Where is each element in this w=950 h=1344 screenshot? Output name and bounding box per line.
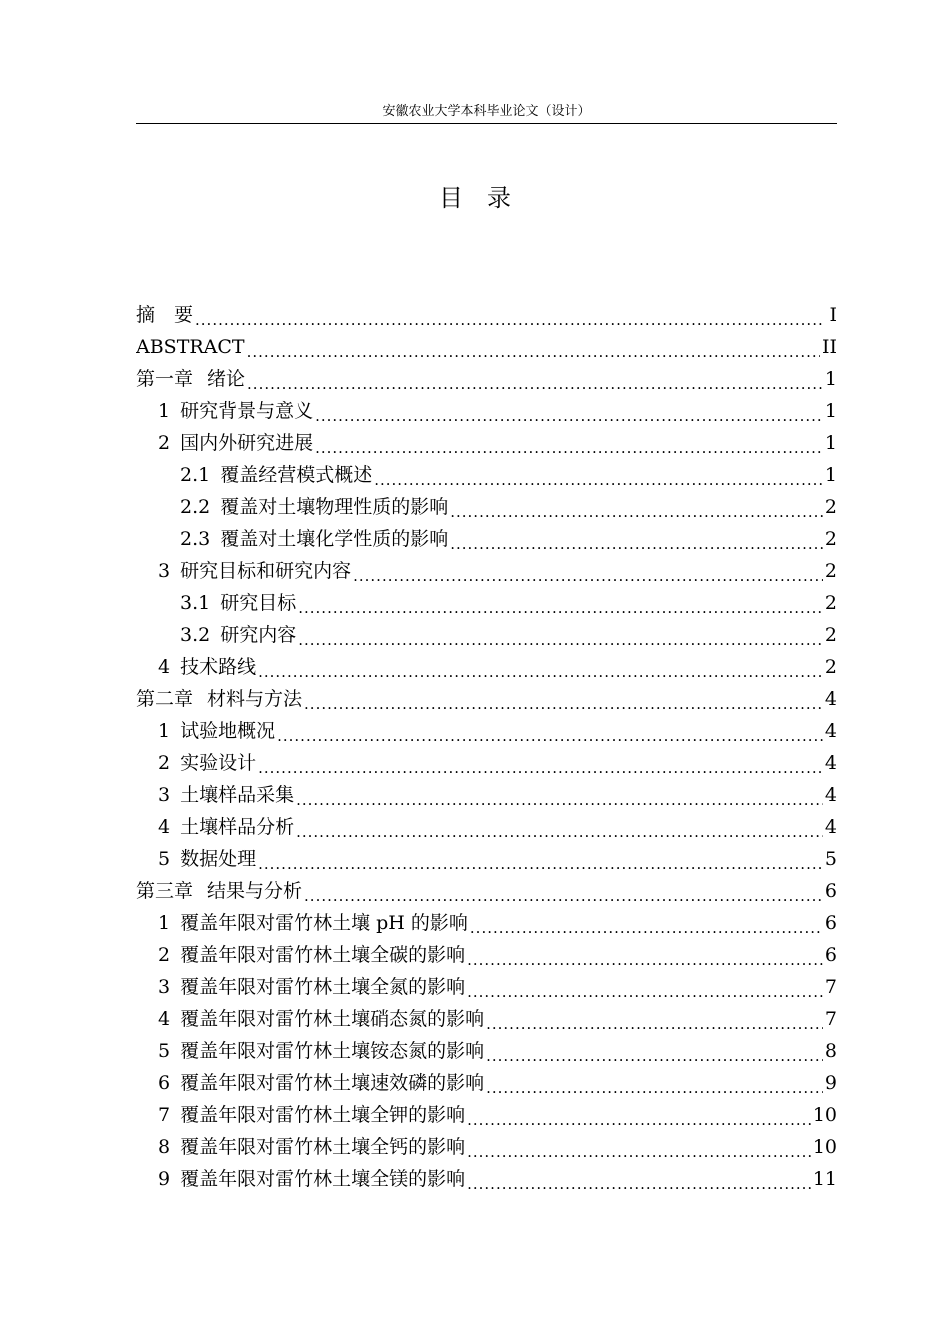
toc-leader-dots xyxy=(467,949,823,971)
toc-entry-number: 3 xyxy=(158,976,171,998)
toc-entry-number: 2.3 xyxy=(180,528,211,550)
toc-entry-page: 7 xyxy=(824,976,837,998)
toc-entry-number: 7 xyxy=(158,1104,171,1126)
toc-leader-dots xyxy=(296,821,823,843)
toc-leader-dots xyxy=(467,1141,811,1163)
toc-entry-number: 1 xyxy=(158,912,171,934)
toc-leader-dots xyxy=(486,1013,823,1035)
toc-entry-page: 4 xyxy=(824,784,837,806)
toc-leader-dots xyxy=(315,437,823,459)
toc-entry-page: 1 xyxy=(824,432,837,454)
toc-entry-page: 5 xyxy=(824,848,837,870)
toc-entry[interactable] xyxy=(136,811,837,843)
toc-entry-label: 覆盖对土壤物理性质的影响 xyxy=(220,496,449,518)
toc-entry-page: 2 xyxy=(824,592,837,614)
toc-entry[interactable] xyxy=(136,523,837,555)
toc-entry-number: 3 xyxy=(158,784,171,806)
toc-entry-label: 覆盖年限对雷竹林土壤硝态氮的影响 xyxy=(180,1008,485,1030)
toc-entry-page: 4 xyxy=(824,816,837,838)
toc-entry[interactable] xyxy=(136,1003,837,1035)
toc-entry-label: 覆盖对土壤化学性质的影响 xyxy=(220,528,449,550)
table-of-contents xyxy=(136,299,837,1195)
toc-entry[interactable] xyxy=(136,971,837,1003)
toc-entry-label: 绪论 xyxy=(207,368,246,390)
toc-entry-number: 2 xyxy=(158,432,171,454)
toc-entry[interactable] xyxy=(136,907,837,939)
toc-entry[interactable] xyxy=(136,459,837,491)
toc-entry-label: 材料与方法 xyxy=(207,688,303,710)
toc-entry-page: 7 xyxy=(824,1008,837,1030)
toc-leader-dots xyxy=(258,853,823,875)
toc-leader-dots xyxy=(247,373,823,395)
toc-entry-page: Ⅰ xyxy=(829,304,837,326)
toc-entry[interactable] xyxy=(136,331,837,363)
toc-entry-number: 4 xyxy=(158,656,171,678)
toc-entry-page: 6 xyxy=(824,880,837,902)
toc-entry-number: 2.2 xyxy=(180,496,211,518)
toc-entry-number: 9 xyxy=(158,1168,171,1190)
toc-entry-label: 覆盖年限对雷竹林土壤全碳的影响 xyxy=(180,944,466,966)
toc-entry-page: 1 xyxy=(824,400,837,422)
toc-entry[interactable] xyxy=(136,715,837,747)
toc-entry-page: 4 xyxy=(824,752,837,774)
toc-entry[interactable] xyxy=(136,1131,837,1163)
toc-leader-dots xyxy=(374,469,823,491)
toc-entry-page: 8 xyxy=(824,1040,837,1062)
toc-entry-page: 4 xyxy=(824,688,837,710)
toc-entry-label: 覆盖年限对雷竹林土壤铵态氮的影响 xyxy=(180,1040,485,1062)
toc-leader-dots xyxy=(486,1077,823,1099)
toc-entry-number: 第三章 xyxy=(136,880,194,902)
toc-entry-page: ⅠⅠ xyxy=(821,336,837,358)
toc-entry[interactable] xyxy=(136,683,837,715)
toc-entry-label: 覆盖年限对雷竹林土壤全镁的影响 xyxy=(180,1168,466,1190)
toc-entry-label: 覆盖年限对雷竹林土壤全钙的影响 xyxy=(180,1136,466,1158)
toc-entry-page: 11 xyxy=(812,1168,837,1190)
toc-entry-number: 1 xyxy=(158,720,171,742)
toc-entry-label: 实验设计 xyxy=(180,752,257,774)
toc-entry-label: 覆盖年限对雷竹林土壤全氮的影响 xyxy=(180,976,466,998)
toc-leader-dots xyxy=(315,405,823,427)
running-header: 安徽农业大学本科毕业论文（设计） xyxy=(382,104,591,119)
toc-entry-page: 2 xyxy=(824,624,837,646)
header-divider xyxy=(136,123,837,124)
toc-entry-label: 土壤样品采集 xyxy=(180,784,295,806)
toc-leader-dots xyxy=(467,1109,811,1131)
toc-entry-page: 6 xyxy=(824,944,837,966)
toc-entry-label: 摘 要 xyxy=(136,304,194,326)
toc-entry[interactable] xyxy=(136,875,837,907)
page-title: 目录 xyxy=(439,184,535,212)
toc-entry[interactable] xyxy=(136,843,837,875)
toc-entry-page: 2 xyxy=(824,528,837,550)
toc-entry-page: 6 xyxy=(824,912,837,934)
toc-entry-label: 研究目标和研究内容 xyxy=(180,560,352,582)
toc-leader-dots xyxy=(258,757,823,779)
toc-entry-number: 4 xyxy=(158,1008,171,1030)
toc-entry-label: 土壤样品分析 xyxy=(180,816,295,838)
toc-entry-label: 覆盖年限对雷竹林土壤全钾的影响 xyxy=(180,1104,466,1126)
toc-entry[interactable] xyxy=(136,363,837,395)
toc-leader-dots xyxy=(277,725,823,747)
toc-leader-dots xyxy=(298,629,823,651)
toc-entry-number: 5 xyxy=(158,1040,171,1062)
toc-entry-number: 6 xyxy=(158,1072,171,1094)
toc-entry-label: 技术路线 xyxy=(180,656,257,678)
toc-entry[interactable] xyxy=(136,619,837,651)
toc-leader-dots xyxy=(247,341,820,363)
toc-entry-number: 2 xyxy=(158,752,171,774)
toc-leader-dots xyxy=(470,917,823,939)
toc-leader-dots xyxy=(258,661,823,683)
toc-entry-page: 10 xyxy=(812,1136,837,1158)
toc-entry-page: 2 xyxy=(824,560,837,582)
toc-entry-label: 研究背景与意义 xyxy=(180,400,314,422)
toc-entry-number: 2 xyxy=(158,944,171,966)
toc-entry-number: 8 xyxy=(158,1136,171,1158)
toc-leader-dots xyxy=(486,1045,823,1067)
toc-leader-dots xyxy=(450,501,823,523)
toc-entry-page: 1 xyxy=(824,368,837,390)
toc-entry-number: 3.1 xyxy=(180,592,211,614)
toc-entry[interactable] xyxy=(136,1163,837,1195)
toc-entry[interactable] xyxy=(136,299,837,331)
toc-entry-label: 研究内容 xyxy=(220,624,297,646)
toc-leader-dots xyxy=(304,693,823,715)
toc-entry-page: 4 xyxy=(824,720,837,742)
toc-entry-number: 1 xyxy=(158,400,171,422)
toc-entry[interactable] xyxy=(136,587,837,619)
toc-leader-dots xyxy=(296,789,823,811)
toc-entry[interactable] xyxy=(136,491,837,523)
toc-entry-number: 第一章 xyxy=(136,368,194,390)
toc-leader-dots xyxy=(353,565,823,587)
toc-entry[interactable] xyxy=(136,939,837,971)
toc-leader-dots xyxy=(467,981,823,1003)
toc-entry-number: 5 xyxy=(158,848,171,870)
toc-entry-number: 4 xyxy=(158,816,171,838)
toc-entry[interactable] xyxy=(136,1099,837,1131)
toc-entry-page: 1 xyxy=(824,464,837,486)
toc-entry-number: 3 xyxy=(158,560,171,582)
toc-leader-dots xyxy=(450,533,823,555)
toc-entry-label: 数据处理 xyxy=(180,848,257,870)
toc-entry[interactable] xyxy=(136,651,837,683)
toc-entry[interactable] xyxy=(136,555,837,587)
toc-entry-label: 覆盖经营模式概述 xyxy=(220,464,373,486)
toc-entry-number: 第二章 xyxy=(136,688,194,710)
toc-entry-page: 2 xyxy=(824,656,837,678)
toc-entry-label: 覆盖年限对雷竹林土壤 pH 的影响 xyxy=(180,912,468,934)
toc-entry-label: 国内外研究进展 xyxy=(180,432,314,454)
toc-entry-page: 10 xyxy=(812,1104,837,1126)
toc-entry-label: 研究目标 xyxy=(220,592,297,614)
toc-entry-page: 9 xyxy=(824,1072,837,1094)
toc-entry[interactable] xyxy=(136,779,837,811)
toc-leader-dots xyxy=(298,597,823,619)
toc-entry[interactable] xyxy=(136,427,837,459)
toc-leader-dots xyxy=(467,1173,811,1195)
toc-leader-dots xyxy=(195,309,823,331)
toc-entry-number: 2.1 xyxy=(180,464,211,486)
toc-entry[interactable] xyxy=(136,395,837,427)
toc-leader-dots xyxy=(304,885,823,907)
toc-entry-label: 结果与分析 xyxy=(207,880,303,902)
toc-entry-label: ABSTRACT xyxy=(136,336,245,358)
toc-entry-number: 3.2 xyxy=(180,624,211,646)
toc-entry[interactable] xyxy=(136,747,837,779)
toc-entry[interactable] xyxy=(136,1035,837,1067)
toc-entry[interactable] xyxy=(136,1067,837,1099)
toc-entry-page: 2 xyxy=(824,496,837,518)
toc-entry-label: 试验地概况 xyxy=(180,720,276,742)
toc-entry-label: 覆盖年限对雷竹林土壤速效磷的影响 xyxy=(180,1072,485,1094)
